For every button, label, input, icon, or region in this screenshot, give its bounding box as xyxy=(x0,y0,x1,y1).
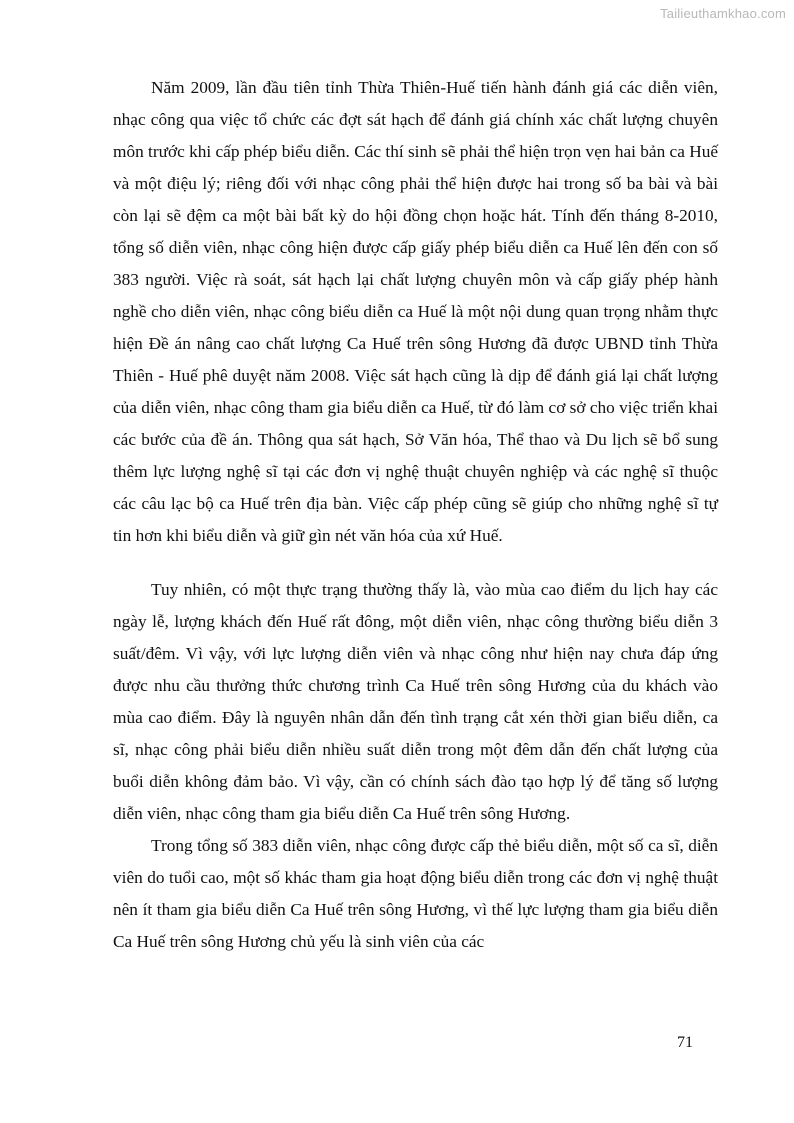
page-number: 71 xyxy=(677,1034,693,1051)
paragraph-2: Tuy nhiên, có một thực trạng thường thấy là, vào mùa cao điểm du lịch hay các ngày lễ, lượng khách đến Huế rất đông, một diễn viên, nhạc công thường biểu diễn 3 suất/đêm. Vì vậy, với lực lượng diễn viên và nhạc công như hiện nay chưa đáp ứng được nhu cầu thưởng thức chương trình Ca Huế trên sông Hương của du khách vào mùa cao điểm. Đây là nguyên nhân dẫn đến tình trạng cắt xén thời gian biểu diễn, ca sĩ, nhạc công phải biểu diễn nhiều suất diễn trong một đêm dẫn đến chất lượng của buổi diễn không đảm bảo. Vì vậy, cần có chính sách đào tạo hợp lý để tăng số lượng diễn viên, nhạc công tham gia biểu diễn Ca Huế trên sông Hương. xyxy=(113,580,718,823)
paragraph-1: Năm 2009, lần đầu tiên tỉnh Thừa Thiên-Huế tiến hành đánh giá các diễn viên, nhạc công qua việc tổ chức các đợt sát hạch để đánh giá chính xác chất lượng chuyên môn trước khi cấp phép biểu diễn. Các thí sinh sẽ phải thể hiện trọn vẹn hai bản ca Huế và một điệu lý; riêng đối với nhạc công phải thể hiện được hai trong số ba bài và bài còn lại sẽ đệm ca một bài bất kỳ do hội đồng chọn hoặc hát. Tính đến tháng 8-2010, tổng số diễn viên, nhạc công hiện được cấp giấy phép biểu diễn ca Huế lên đến con số 383 người. Việc rà soát, sát hạch lại chất lượng chuyên môn và cấp giấy phép hành nghề cho diễn viên, nhạc công biểu diễn ca Huế là một nội dung quan trọng nhằm thực hiện Đề án nâng cao chất lượng Ca Huế trên sông Hương đã được UBND tỉnh Thừa Thiên - Huế phê duyệt năm 2008. Việc sát hạch cũng là dịp để đánh giá lại chất lượng của diễn viên, nhạc công tham gia biểu diễn ca Huế, từ đó làm cơ sở cho việc triển khai các bước của đề án. Thông qua sát hạch, Sở Văn hóa, Thể thao và Du lịch sẽ bổ sung thêm lực lượng nghệ sĩ tại các đơn vị nghệ thuật chuyên nghiệp và các nghệ sĩ thuộc các câu lạc bộ ca Huế trên địa bàn. Việc cấp phép cũng sẽ giúp cho những nghệ sĩ tự tin hơn khi biểu diễn và giữ gìn nét văn hóa của xứ Huế. xyxy=(113,78,718,545)
document-body xyxy=(113,72,718,958)
watermark: Tailieuthamkhao.com xyxy=(660,6,786,21)
paragraph-3: Trong tổng số 383 diễn viên, nhạc công được cấp thẻ biểu diễn, một số ca sĩ, diễn viên do tuổi cao, một số khác tham gia hoạt động biểu diễn trong các đơn vị nghệ thuật nên ít tham gia biểu diễn Ca Huế trên sông Hương, vì thế lực lượng tham gia biểu diễn Ca Huế trên sông Hương chủ yếu là sinh viên của các xyxy=(113,836,718,951)
